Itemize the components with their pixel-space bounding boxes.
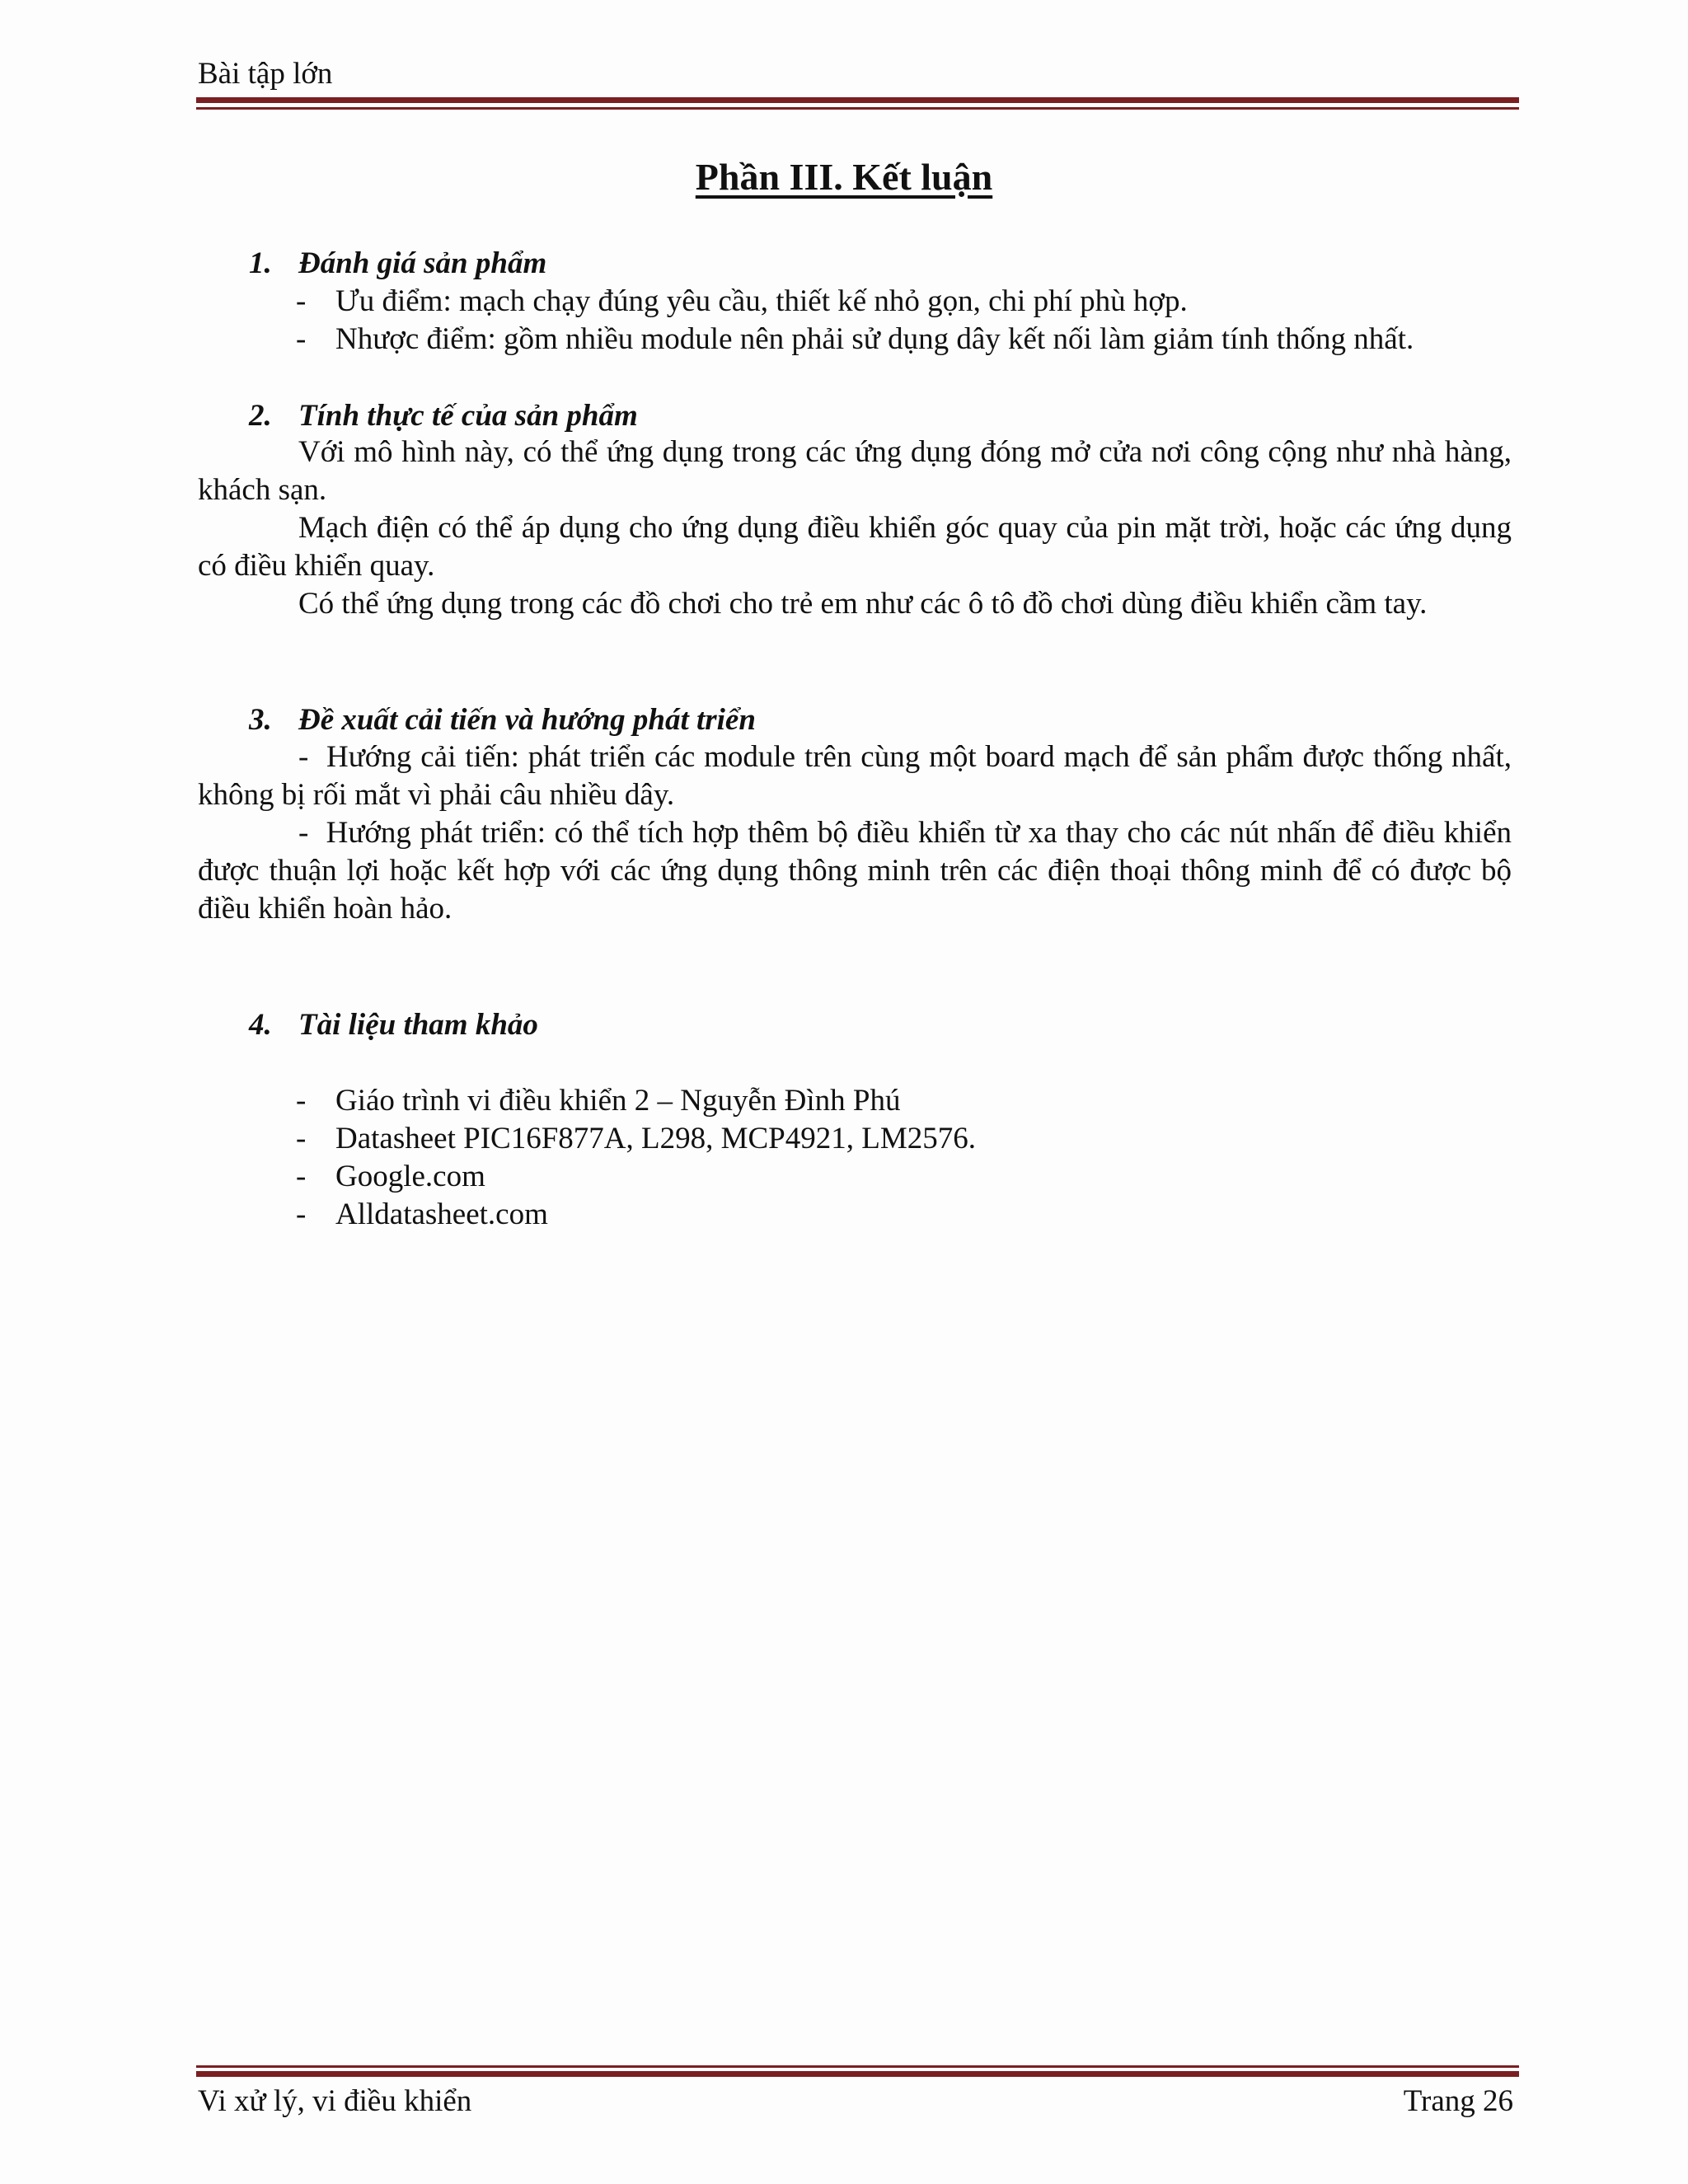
section-number: 3.: [249, 703, 272, 737]
list-item-text: Nhược điểm: gồm nhiều module nên phải sử dụng dây kết nối làm giảm tính thống nhất.: [335, 322, 1414, 356]
section-number: 4.: [249, 1008, 272, 1042]
page-number: Trang 26: [1403, 2084, 1513, 2118]
header-rule-thin: [196, 107, 1519, 110]
reference-text: Datasheet PIC16F877A, L298, MCP4921, LM2576.: [335, 1122, 976, 1155]
bullet-dash: -: [296, 322, 307, 356]
footer-left-text: Vi xử lý, vi điều khiển: [198, 2084, 472, 2118]
section-heading-3: [249, 702, 756, 738]
reference-text: Giáo trình vi điều khiển 2 – Nguyễn Đình Phú: [335, 1084, 901, 1118]
bullet-dash: -: [296, 1084, 307, 1118]
reference-item: [296, 1159, 485, 1194]
reference-item: [296, 1083, 900, 1118]
list-item-text: Ưu điểm: mạch chạy đúng yêu cầu, thiết kế nhỏ gọn, chi phí phù hợp.: [335, 284, 1188, 318]
bullet-dash: -: [298, 816, 309, 850]
section-number: 1.: [249, 246, 272, 280]
reference-text: Alldatasheet.com: [335, 1197, 548, 1231]
section-title: Tính thực tế của sản phẩm: [298, 399, 638, 433]
section-number: 2.: [249, 399, 272, 433]
bullet-paragraph-text: Hướng phát triển: có thể tích hợp thêm bộ điều khiển từ xa thay cho các nút nhấn để điều khiển được thuận lợi hoặc kết hợp với các ứng dụng thông minh trên các điện thoại thông minh để có được bộ điều khiển hoàn hảo.: [198, 816, 1512, 926]
bullet-dash: -: [296, 1122, 307, 1155]
footer-rule-thin: [196, 2065, 1519, 2068]
section-title: Tài liệu tham khảo: [298, 1008, 538, 1042]
bullet-dash: -: [296, 1160, 307, 1193]
bullet-dash: -: [296, 284, 307, 318]
section-heading-1: [249, 246, 546, 281]
bullet-paragraph: [198, 814, 1512, 928]
section-heading-2: [249, 398, 638, 434]
bullet-dash: -: [296, 1197, 307, 1231]
page-title: Phần III. Kết luận: [695, 156, 993, 198]
list-item: [296, 284, 1188, 319]
paragraph: Có thể ứng dụng trong các đồ chơi cho trẻ em như các ô tô đồ chơi dùng điều khiển cầm tay.: [298, 587, 1428, 621]
section-heading-4: [249, 1007, 538, 1043]
bullet-dash: -: [298, 740, 309, 774]
section-title: Đánh giá sản phẩm: [298, 246, 547, 280]
header-title: Bài tập lớn: [198, 57, 333, 91]
bullet-paragraph-text: Hướng cải tiến: phát triển các module trên cùng một board mạch để sản phẩm được thống nhất, không bị rối mắt vì phải câu nhiều dây.: [198, 740, 1512, 812]
header-rule-thick: [196, 97, 1519, 103]
paragraph: Mạch điện có thể áp dụng cho ứng dụng điều khiển góc quay của pin mặt trời, hoặc các ứng dụng có điều khiển quay.: [198, 511, 1512, 583]
reference-item: [296, 1121, 976, 1156]
paragraph: Với mô hình này, có thể ứng dụng trong các ứng dụng đóng mở cửa nơi công cộng như nhà hàng, khách sạn.: [198, 435, 1512, 507]
reference-item: [296, 1197, 548, 1232]
bullet-paragraph: [198, 738, 1512, 814]
list-item: [296, 321, 1414, 357]
reference-text: Google.com: [335, 1160, 485, 1193]
footer-rule-thick: [196, 2071, 1519, 2077]
section-title: Đề xuất cải tiến và hướng phát triển: [298, 703, 756, 737]
